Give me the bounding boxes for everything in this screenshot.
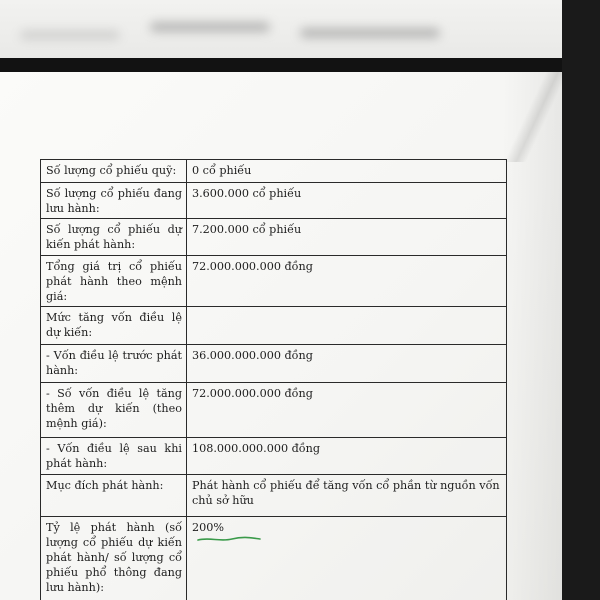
- row-value: [187, 307, 507, 345]
- row-label: Số lượng cổ phiếu đang lưu hành:: [41, 183, 187, 219]
- table-row: [41, 183, 507, 219]
- row-value: 0 cổ phiếu: [187, 160, 507, 183]
- page-gap-band: [0, 58, 562, 72]
- previous-page-fragment: [0, 0, 562, 58]
- table-row: [41, 517, 507, 600]
- row-label: Số lượng cổ phiếu dự kiến phát hành:: [41, 219, 187, 256]
- row-value: 72.000.000.000 đồng: [187, 256, 507, 307]
- green-pen-underline: [196, 534, 262, 544]
- table-row: [41, 438, 507, 475]
- row-label: Tổng giá trị cổ phiếu phát hành theo mệnh giá:: [41, 256, 187, 307]
- row-value: [187, 517, 507, 600]
- page-shadow: [502, 72, 562, 600]
- share-issuance-table: [40, 159, 507, 600]
- dark-edge-strip: [562, 0, 600, 600]
- blurred-text-line: [150, 22, 270, 32]
- row-label: Mức tăng vốn điều lệ dự kiến:: [41, 307, 187, 345]
- row-label: - Vốn điều lệ trước phát hành:: [41, 345, 187, 383]
- row-label: Tỷ lệ phát hành (số lượng cổ phiếu dự kiến phát hành/ số lượng cổ phiếu phổ thông đang lưu hành):: [41, 517, 187, 600]
- table-row: [41, 256, 507, 307]
- row-value: 36.000.000.000 đồng: [187, 345, 507, 383]
- issuance-ratio-text: 200%: [192, 521, 224, 534]
- row-value: 108.000.000.000 đồng: [187, 438, 507, 475]
- row-label: Số lượng cổ phiếu quỹ:: [41, 160, 187, 183]
- document-page: [0, 72, 562, 600]
- issuance-ratio-value: [192, 520, 224, 535]
- table-row: [41, 345, 507, 383]
- row-label: Mục đích phát hành:: [41, 475, 187, 517]
- table-row: [41, 383, 507, 438]
- table-row: [41, 307, 507, 345]
- table-row: [41, 475, 507, 517]
- row-label: - Số vốn điều lệ tăng thêm dự kiến (theo mệnh giá):: [41, 383, 187, 438]
- blurred-text-line: [20, 30, 120, 40]
- paper-fold: [505, 72, 562, 162]
- table-row: [41, 219, 507, 256]
- row-value: 3.600.000 cổ phiếu: [187, 183, 507, 219]
- row-value: 72.000.000.000 đồng: [187, 383, 507, 438]
- row-value: 7.200.000 cổ phiếu: [187, 219, 507, 256]
- table-row: [41, 160, 507, 183]
- row-value: Phát hành cổ phiếu để tăng vốn cổ phần từ nguồn vốn chủ sở hữu: [187, 475, 507, 517]
- row-label: - Vốn điều lệ sau khi phát hành:: [41, 438, 187, 475]
- blurred-text-line: [300, 28, 440, 38]
